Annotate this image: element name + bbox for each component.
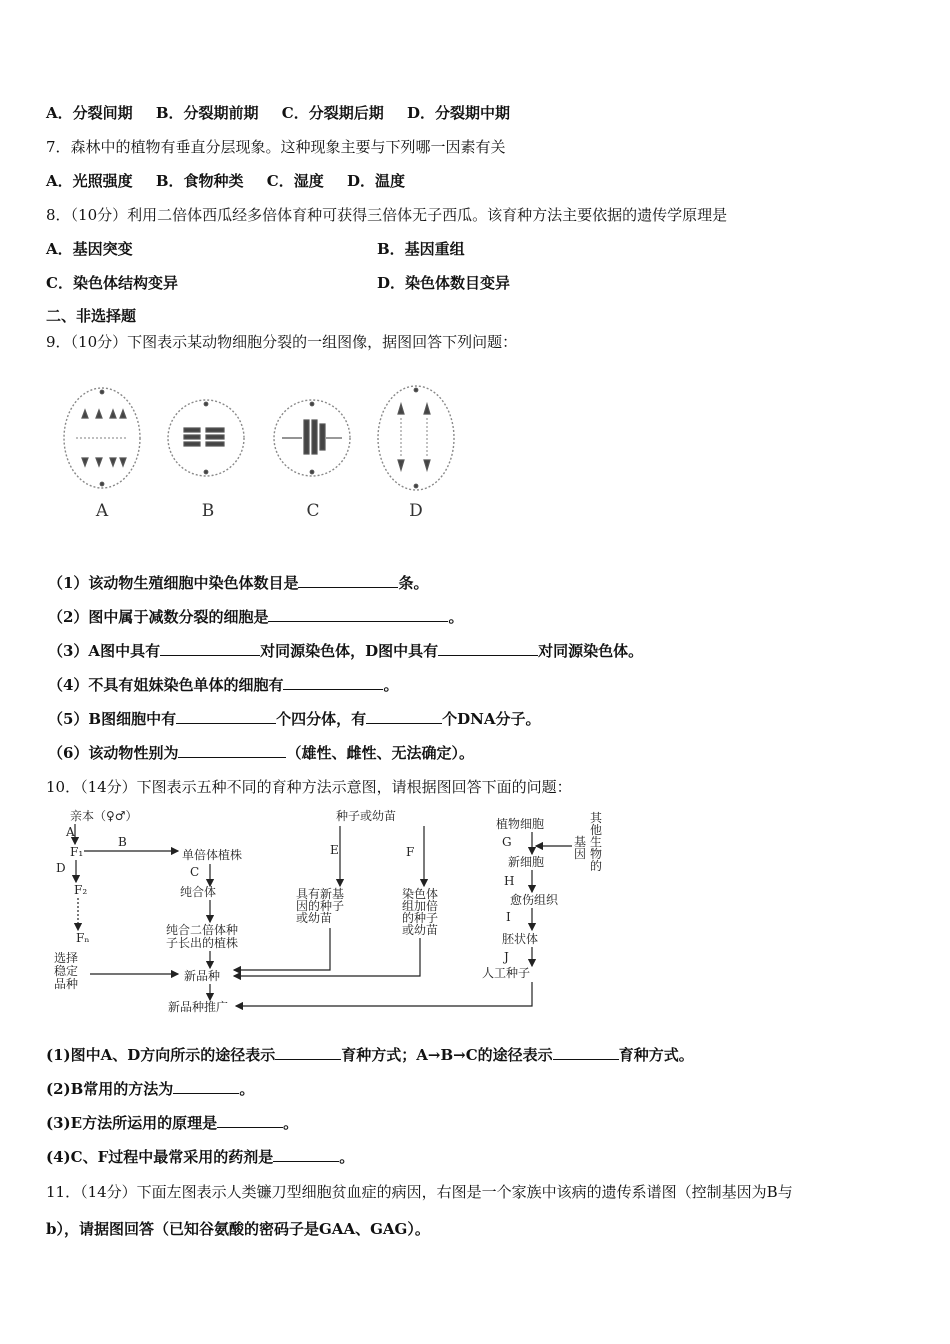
q8-option-d: D．染色体数目变异 xyxy=(377,274,511,292)
cell-a-chromosomes xyxy=(76,390,128,486)
q9-part1 xyxy=(48,573,428,593)
q9-part4-suffix: 。 xyxy=(383,676,399,694)
q9-part6 xyxy=(48,743,474,763)
q10-part1-blank-abc[interactable] xyxy=(553,1045,619,1060)
q8-option-c: C．染色体结构变异 xyxy=(46,274,178,292)
q9-part2-suffix: 。 xyxy=(448,608,464,626)
q7-stem: 7．森林中的植物有垂直分层现象。这种现象主要与下列哪一因素有关 xyxy=(46,138,506,156)
select-label-2: 稳定 xyxy=(54,964,79,978)
q10-part4-suffix: 。 xyxy=(339,1148,355,1166)
q7-option-c: C．湿度 xyxy=(266,172,324,190)
q9-part3-text: （3）A图中具有 xyxy=(48,642,161,660)
q9-part4-blank[interactable] xyxy=(283,675,383,690)
q9-part5-suffix: 个DNA分子。 xyxy=(442,710,541,728)
step-e-label: E xyxy=(330,843,339,857)
gene-label-1: 基 xyxy=(574,835,587,849)
q10-part1-text: (1)图中A、D方向所示的途径表示 xyxy=(46,1046,276,1064)
q7-option-a: A．光照强度 xyxy=(46,172,133,190)
parent-label: 亲本（♀♂） xyxy=(70,809,138,823)
polyploid-label-3: 的种子 xyxy=(402,911,439,925)
cell-b-chromosomes xyxy=(184,402,224,474)
promote-label: 新品种推广 xyxy=(168,1000,229,1014)
new-cell-label: 新细胞 xyxy=(508,855,545,869)
artificial-seed-label: 人工种子 xyxy=(482,966,531,980)
cell-a-label: A xyxy=(95,501,109,521)
q9-part1-suffix: 条。 xyxy=(398,574,429,592)
select-label-1: 选择 xyxy=(54,951,79,965)
q9-part2 xyxy=(48,607,463,627)
q6-option-c: C．分裂期后期 xyxy=(281,104,384,122)
q9-part6-text: （6）该动物性别为 xyxy=(48,744,179,762)
q9-cell-division-figure xyxy=(56,378,456,523)
q10-breeding-diagram xyxy=(50,806,620,1022)
q9-part3-suffix: 对同源染色体。 xyxy=(538,642,644,660)
polyploid-label-2: 组加倍 xyxy=(402,899,439,913)
q9-part3-blank-d[interactable] xyxy=(438,641,538,656)
q9-part2-text: （2）图中属于减数分裂的细胞是 xyxy=(48,608,269,626)
plant-cell-label: 植物细胞 xyxy=(496,817,545,831)
cell-c-chromosomes xyxy=(282,402,342,474)
q10-part2-blank[interactable] xyxy=(173,1079,239,1094)
other-gene-label-3: 生 xyxy=(590,835,603,849)
new-variety-label: 新品种 xyxy=(184,969,221,983)
new-gene-label-3: 或幼苗 xyxy=(296,911,333,925)
step-h-label: H xyxy=(504,874,515,888)
seed-label: 种子或幼苗 xyxy=(336,809,397,823)
q10-stem: 10．（14分）下图表示五种不同的育种方法示意图，请根据图回答下面的问题： xyxy=(46,778,572,796)
q9-part2-blank[interactable] xyxy=(268,607,448,622)
embryoid-label: 胚状体 xyxy=(502,932,539,946)
q9-part3 xyxy=(48,641,643,661)
diploid-label-1: 纯合二倍体种 xyxy=(166,923,239,937)
q10-part3-text: (3)E方法所运用的原理是 xyxy=(46,1114,218,1132)
q10-part1-suffix: 育种方式。 xyxy=(618,1046,694,1064)
step-j-label: J xyxy=(504,950,509,964)
q9-part5-blank-tetrad[interactable] xyxy=(176,709,276,724)
f2-label: F₂ xyxy=(74,883,88,897)
q6-option-b: B．分裂期前期 xyxy=(155,104,259,122)
section-heading: 二、非选择题 xyxy=(46,307,137,325)
haploid-label: 单倍体植株 xyxy=(182,848,243,862)
cell-d-label: D xyxy=(409,501,423,521)
cell-d-chromosomes xyxy=(398,388,430,488)
q6-option-d: D．分裂期中期 xyxy=(406,104,510,122)
q11-stem-line2: b），请据图回答（已知谷氨酸的密码子是GAA、GAG）。 xyxy=(46,1220,430,1238)
q7-option-b: B．食物种类 xyxy=(155,172,244,190)
q9-part3-blank-a[interactable] xyxy=(160,641,260,656)
q9-part4 xyxy=(48,675,398,695)
cell-d-outline xyxy=(378,386,454,490)
q9-part6-blank[interactable] xyxy=(178,743,286,758)
q10-part3-blank[interactable] xyxy=(217,1113,283,1128)
step-b-label: B xyxy=(118,835,127,849)
q9-part5 xyxy=(48,709,541,729)
q9-part3-mid: 对同源染色体，D图中具有 xyxy=(260,642,439,660)
cell-b-label: B xyxy=(201,501,215,521)
q10-part2-text: (2)B常用的方法为 xyxy=(46,1080,174,1098)
polyploid-label-1: 染色体 xyxy=(402,887,439,901)
q6-options xyxy=(46,103,528,123)
gene-label-2: 因 xyxy=(574,847,587,861)
q9-part5-blank-dna[interactable] xyxy=(366,709,442,724)
q10-part1-blank-ad[interactable] xyxy=(275,1045,341,1060)
q8-option-a: A．基因突变 xyxy=(46,240,133,258)
q10-part2-suffix: 。 xyxy=(239,1080,255,1098)
step-f-label: F xyxy=(406,845,415,859)
q10-part1 xyxy=(46,1045,694,1065)
q9-part5-text: （5）B图细胞中有 xyxy=(48,710,177,728)
q10-part3 xyxy=(46,1113,298,1133)
fn-label: Fₙ xyxy=(76,931,90,945)
q9-part6-suffix: （雄性、雌性、无法确定）。 xyxy=(286,744,474,762)
q10-part2 xyxy=(46,1079,254,1099)
q9-stem: 9．（10分）下图表示某动物细胞分裂的一组图像，据图回答下列问题： xyxy=(46,333,518,351)
q10-part4-text: (4)C、F过程中最常采用的药剂是 xyxy=(46,1148,274,1166)
step-i-label: I xyxy=(506,910,511,924)
other-gene-label-4: 物 xyxy=(590,847,603,861)
diploid-label-2: 子长出的植株 xyxy=(166,936,239,950)
q10-part1-mid: 育种方式；A→B→C的途径表示 xyxy=(341,1046,553,1064)
other-gene-label-5: 的 xyxy=(590,859,603,873)
other-gene-label-2: 他 xyxy=(590,823,603,837)
q9-part1-blank[interactable] xyxy=(298,573,398,588)
q7-options xyxy=(46,171,423,191)
q10-part4 xyxy=(46,1147,354,1167)
callus-label: 愈伤组织 xyxy=(510,893,559,907)
cell-c-label: C xyxy=(306,501,320,521)
q11-stem-line1: 11．（14分）下面左图表示人类镰刀型细胞贫血症的病因，右图是一个家族中该病的遗传系谱图（控制基因为B与 xyxy=(46,1183,793,1201)
select-label-3: 品种 xyxy=(54,977,79,991)
f1-label: F₁ xyxy=(70,845,84,859)
q9-part5-mid: 个四分体，有 xyxy=(276,710,367,728)
homozygous-label: 纯合体 xyxy=(180,885,217,899)
q8-option-b: B．基因重组 xyxy=(377,240,465,258)
other-gene-label-1: 其 xyxy=(590,811,603,825)
polyploid-label-4: 或幼苗 xyxy=(402,923,439,937)
q9-part1-text: （1）该动物生殖细胞中染色体数目是 xyxy=(48,574,299,592)
step-d-label: D xyxy=(56,861,66,875)
new-gene-label-1: 具有新基 xyxy=(296,887,345,901)
q8-stem: 8．（10分）利用二倍体西瓜经多倍体育种可获得三倍体无子西瓜。该育种方法主要依据的遗传学原理是 xyxy=(46,206,728,224)
step-c-label: C xyxy=(190,865,200,879)
new-gene-label-2: 因的种子 xyxy=(296,899,345,913)
q7-option-d: D．温度 xyxy=(346,172,405,190)
q10-part4-blank[interactable] xyxy=(273,1147,339,1162)
q9-part4-text: （4）不具有姐妹染色单体的细胞有 xyxy=(48,676,284,694)
q10-part3-suffix: 。 xyxy=(283,1114,299,1132)
step-g-label: G xyxy=(502,835,512,849)
step-a-label: A xyxy=(66,825,75,839)
q6-option-a: A．分裂间期 xyxy=(46,104,133,122)
